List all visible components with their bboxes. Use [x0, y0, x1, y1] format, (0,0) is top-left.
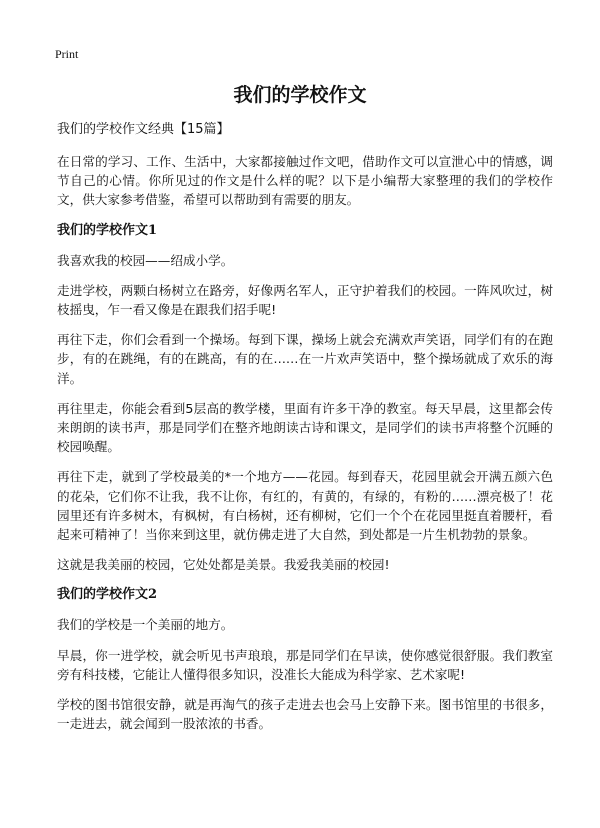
article-subtitle: 我们的学校作文经典【15篇】: [57, 122, 230, 137]
section-heading: 我们的学校作文2: [57, 587, 158, 603]
article-body: [57, 120, 553, 744]
page-title: 我们的学校作文: [233, 84, 367, 106]
section-heading: 我们的学校作文1: [57, 222, 158, 238]
paragraph: 我喜欢我的校园——绍成小学。: [57, 252, 234, 268]
paragraph: 这就是我美丽的校园，它处处都是美景。我爱我美丽的校园!: [57, 557, 390, 573]
intro-paragraph: 在日常的学习、工作、生活中，大家都接触过作文吧，借助作文可以宣泄心中的情感，调节自己的心情。你所见过的作文是什么样的呢？以下是小编帮大家整理的我们的学校作文，供大家参考借鉴，希望可以帮助到有需要的朋友。: [57, 154, 553, 208]
paragraph: 早晨，你一进学校，就会听见书声琅琅，那是同学们在早读，使你感觉很舒服。我们教室旁有科技楼，它能让人懂得很多知识，没准长大能成为科学家、艺术家呢!: [57, 647, 553, 682]
paragraph: 再往里走，你能会看到5层高的教学楼，里面有许多干净的教室。每天早晨，这里都会传来朗朗的读书声，那是同学们在整齐地朗读古诗和课文，是同学们的读书声将整个沉睡的校园唤醒。: [57, 400, 553, 455]
paragraph: 再往下走，你们会看到一个操场。每到下课，操场上就会充满欢声笑语，同学们有的在跑步，有的在跳绳，有的在跳高，有的在……在一片欢声笑语中，整个操场就成了欢乐的海洋。: [57, 332, 553, 386]
paragraph: 走进学校，两颗白杨树立在路旁，好像两名军人，正守护着我们的校园。一阵风吹过，树枝摇曳，乍一看又像是在跟我们招手呢!: [57, 282, 553, 318]
print-link[interactable]: Print: [55, 47, 79, 61]
paragraph: 我们的学校是一个美丽的地方。: [57, 617, 234, 633]
paragraph: 学校的图书馆很安静，就是再淘气的孩子走进去也会马上安静下来。图书馆里的书很多，一走进去，就会闻到一股浓浓的书香。: [57, 697, 553, 732]
paragraph: 再往下走，就到了学校最美的*一个地方——花园。每到春天，花园里就会开满五颜六色的花朵，它们你不让我，我不让你，有红的，有黄的，有绿的，有粉的……漂亮极了！花园里还有许多树木，有枫树，有白杨树，还有柳树，它们一个个在花园里挺直着腰杆，看起来可精神了！当你来到这里，就仿佛走进了大自然，到处都是一片生机勃勃的景象。: [57, 469, 553, 543]
